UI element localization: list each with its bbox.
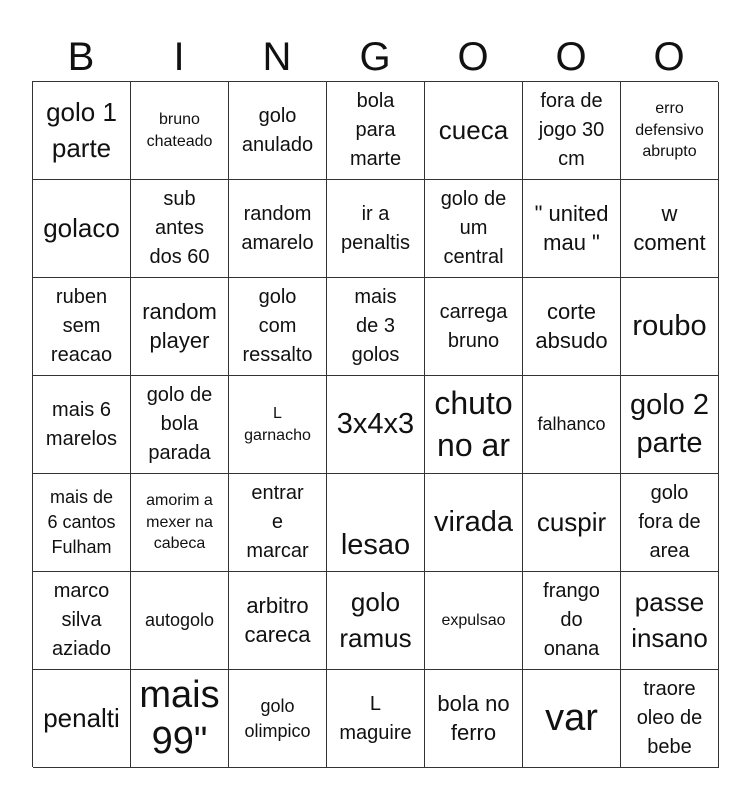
cell-text: w coment bbox=[633, 200, 706, 255]
cell-text: chuto no ar bbox=[434, 384, 513, 463]
bingo-cell[interactable] bbox=[621, 572, 719, 670]
cell-text: golo de bola parada bbox=[146, 384, 213, 464]
header-letter: N bbox=[262, 35, 292, 79]
cell-text: bruno chateado bbox=[146, 110, 213, 150]
bingo-cell[interactable] bbox=[523, 180, 621, 278]
cell-text: golo 2 parte bbox=[629, 388, 709, 459]
cell-text: ruben sem reacao bbox=[50, 286, 113, 366]
bingo-cell[interactable] bbox=[33, 376, 131, 474]
bingo-cell[interactable] bbox=[425, 572, 523, 670]
cell-text: golo de um central bbox=[440, 188, 507, 268]
cell-text: marco silva aziado bbox=[52, 580, 111, 660]
bingo-cell[interactable] bbox=[33, 474, 131, 572]
cell-text: corte absudo bbox=[535, 298, 608, 353]
bingo-cell[interactable] bbox=[229, 572, 327, 670]
bingo-cell[interactable] bbox=[131, 180, 229, 278]
bingo-cell[interactable] bbox=[425, 474, 523, 572]
header-letter: O bbox=[555, 35, 587, 79]
bingo-cell[interactable] bbox=[229, 670, 327, 768]
cell-text: entrar e marcar bbox=[246, 482, 309, 562]
cell-text: lesao bbox=[340, 528, 411, 561]
cell-text: cueca bbox=[438, 114, 509, 145]
header-letter: B bbox=[67, 35, 95, 79]
cell-text: golaco bbox=[43, 212, 120, 243]
bingo-cell[interactable] bbox=[327, 670, 425, 768]
bingo-cell[interactable] bbox=[621, 670, 719, 768]
cell-text: virada bbox=[434, 505, 513, 538]
bingo-cell[interactable] bbox=[229, 82, 327, 180]
bingo-cell[interactable] bbox=[131, 572, 229, 670]
bingo-cell[interactable] bbox=[327, 474, 425, 572]
bingo-cell[interactable] bbox=[327, 82, 425, 180]
bingo-cell[interactable] bbox=[33, 82, 131, 180]
bingo-cell[interactable] bbox=[229, 180, 327, 278]
bingo-header bbox=[32, 30, 718, 84]
bingo-cell[interactable] bbox=[523, 670, 621, 768]
bingo-cell[interactable] bbox=[131, 82, 229, 180]
cell-text: mais de 3 golos bbox=[351, 286, 400, 366]
cell-text: falhanco bbox=[537, 414, 606, 435]
header-letter: I bbox=[173, 35, 185, 79]
bingo-cell[interactable] bbox=[327, 278, 425, 376]
cell-text: golo fora de area bbox=[638, 482, 701, 562]
cell-text: golo ramus bbox=[339, 587, 412, 653]
cell-text: L maguire bbox=[339, 692, 412, 744]
bingo-cell[interactable] bbox=[33, 572, 131, 670]
cell-text: golo anulado bbox=[241, 104, 314, 156]
cell-text: golo 1 parte bbox=[46, 97, 117, 163]
cell-text: arbitro careca bbox=[244, 592, 311, 647]
cell-text: erro defensivo abrupto bbox=[635, 100, 704, 161]
cell-text: L garnacho bbox=[244, 404, 311, 444]
bingo-cell[interactable] bbox=[523, 474, 621, 572]
bingo-cell[interactable] bbox=[327, 376, 425, 474]
cell-text: passe insano bbox=[631, 587, 708, 653]
bingo-cell[interactable] bbox=[523, 376, 621, 474]
cell-text: sub antes dos 60 bbox=[149, 188, 210, 268]
bingo-cell[interactable] bbox=[33, 180, 131, 278]
bingo-cell[interactable] bbox=[425, 376, 523, 474]
cell-text: bola no ferro bbox=[437, 690, 510, 745]
cell-text: penalti bbox=[43, 702, 120, 733]
cell-text: frango do onana bbox=[543, 580, 600, 660]
cell-text: expulsao bbox=[441, 611, 506, 629]
cell-text: mais 6 marelos bbox=[45, 398, 118, 450]
bingo-cell[interactable] bbox=[425, 278, 523, 376]
cell-text: random player bbox=[142, 298, 217, 353]
bingo-cell[interactable] bbox=[523, 572, 621, 670]
cell-text: cuspir bbox=[536, 506, 607, 537]
bingo-cell[interactable] bbox=[621, 180, 719, 278]
cell-text: golo com ressalto bbox=[242, 286, 313, 366]
bingo-grid bbox=[32, 81, 718, 767]
bingo-cell[interactable] bbox=[621, 376, 719, 474]
bingo-cell[interactable] bbox=[229, 474, 327, 572]
bingo-cell[interactable] bbox=[33, 278, 131, 376]
bingo-cell[interactable] bbox=[327, 572, 425, 670]
cell-text: 3x4x3 bbox=[336, 407, 415, 440]
cell-text: random amarelo bbox=[241, 202, 314, 254]
bingo-cell[interactable] bbox=[131, 278, 229, 376]
cell-text: amorim a mexer na cabeca bbox=[146, 492, 213, 553]
cell-text: golo olimpico bbox=[244, 695, 311, 741]
bingo-cell[interactable] bbox=[523, 82, 621, 180]
bingo-cell[interactable] bbox=[229, 278, 327, 376]
bingo-cell[interactable] bbox=[621, 82, 719, 180]
cell-text: traore oleo de bebe bbox=[636, 678, 703, 758]
bingo-cell[interactable] bbox=[523, 278, 621, 376]
header-letter: O bbox=[457, 35, 489, 79]
header-letter: G bbox=[359, 35, 391, 79]
header-letter: O bbox=[653, 35, 685, 79]
cell-text: var bbox=[545, 696, 598, 739]
bingo-cell[interactable] bbox=[131, 376, 229, 474]
cell-text: carrega bruno bbox=[439, 300, 508, 352]
cell-text: " united mau " bbox=[534, 200, 609, 255]
bingo-cell[interactable] bbox=[131, 474, 229, 572]
bingo-cell[interactable] bbox=[425, 180, 523, 278]
bingo-cell[interactable] bbox=[33, 670, 131, 768]
bingo-cell[interactable] bbox=[131, 670, 229, 768]
cell-text: autogolo bbox=[144, 610, 215, 631]
cell-text: bola para marte bbox=[349, 90, 402, 170]
cell-text: fora de jogo 30 cm bbox=[538, 90, 605, 170]
bingo-cell[interactable] bbox=[229, 376, 327, 474]
cell-text: ir a penaltis bbox=[341, 202, 410, 254]
bingo-cell[interactable] bbox=[425, 82, 523, 180]
bingo-cell[interactable] bbox=[327, 180, 425, 278]
cell-text: mais 99" bbox=[139, 673, 220, 762]
cell-text: roubo bbox=[632, 309, 707, 342]
bingo-cell[interactable] bbox=[425, 670, 523, 768]
cell-text: mais de 6 cantos Fulham bbox=[47, 487, 116, 557]
bingo-cell[interactable] bbox=[621, 278, 719, 376]
bingo-cell[interactable] bbox=[621, 474, 719, 572]
